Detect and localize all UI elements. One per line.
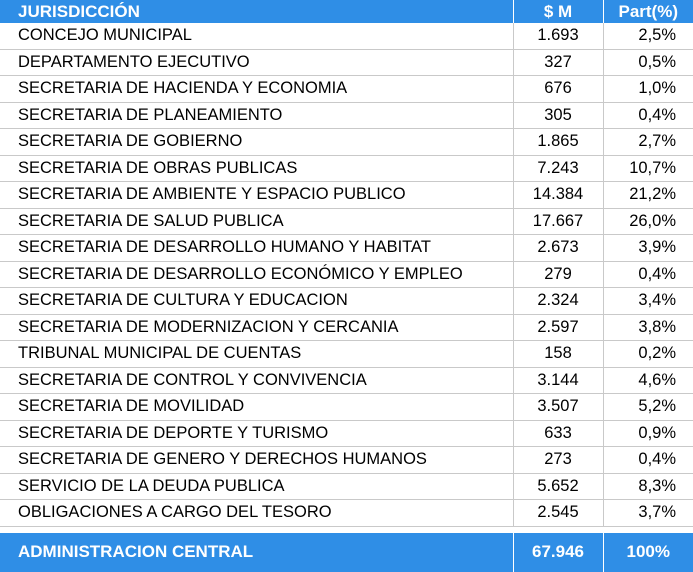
total-name: ADMINISTRACION CENTRAL — [0, 533, 513, 572]
row-share: 0,2% — [603, 341, 693, 368]
row-name: SECRETARIA DE MODERNIZACION Y CERCANIA — [0, 314, 513, 341]
table-row — [0, 314, 693, 341]
table-row — [0, 341, 693, 368]
row-name: SECRETARIA DE GOBIERNO — [0, 129, 513, 156]
row-amount: 1.865 — [513, 129, 603, 156]
row-amount: 1.693 — [513, 23, 603, 49]
row-name: SECRETARIA DE OBRAS PUBLICAS — [0, 155, 513, 182]
row-share: 1,0% — [603, 76, 693, 103]
table-row — [0, 23, 693, 49]
row-amount: 14.384 — [513, 182, 603, 209]
table-row — [0, 367, 693, 394]
row-share: 4,6% — [603, 367, 693, 394]
row-share: 0,5% — [603, 49, 693, 76]
row-name: CONCEJO MUNICIPAL — [0, 23, 513, 49]
total-share: 100% — [603, 533, 693, 572]
row-amount: 5.652 — [513, 473, 603, 500]
row-amount: 279 — [513, 261, 603, 288]
table-row — [0, 500, 693, 527]
row-amount: 2.545 — [513, 500, 603, 527]
table-header — [0, 0, 693, 23]
row-name: SERVICIO DE LA DEUDA PUBLICA — [0, 473, 513, 500]
row-name: SECRETARIA DE DEPORTE Y TURISMO — [0, 420, 513, 447]
row-name: SECRETARIA DE PLANEAMIENTO — [0, 102, 513, 129]
row-amount: 633 — [513, 420, 603, 447]
table-row — [0, 235, 693, 262]
row-amount: 327 — [513, 49, 603, 76]
row-amount: 273 — [513, 447, 603, 474]
row-amount: 305 — [513, 102, 603, 129]
row-amount: 2.673 — [513, 235, 603, 262]
table-footer — [0, 533, 693, 572]
row-name: SECRETARIA DE AMBIENTE Y ESPACIO PUBLICO — [0, 182, 513, 209]
table-row — [0, 420, 693, 447]
table-body — [0, 23, 693, 526]
row-amount: 3.144 — [513, 367, 603, 394]
row-name: SECRETARIA DE DESARROLLO ECONÓMICO Y EMPLEO — [0, 261, 513, 288]
total-amount: 67.946 — [513, 533, 603, 572]
row-amount: 7.243 — [513, 155, 603, 182]
table-row — [0, 76, 693, 103]
header-row — [0, 0, 693, 23]
row-share: 0,4% — [603, 102, 693, 129]
table-row — [0, 261, 693, 288]
row-name: SECRETARIA DE DESARROLLO HUMANO Y HABITAT — [0, 235, 513, 262]
row-share: 3,8% — [603, 314, 693, 341]
table-row — [0, 447, 693, 474]
row-amount: 2.324 — [513, 288, 603, 315]
table-row — [0, 129, 693, 156]
row-name: DEPARTAMENTO EJECUTIVO — [0, 49, 513, 76]
header-share: Part(%) — [603, 0, 693, 23]
row-amount: 3.507 — [513, 394, 603, 421]
row-name: TRIBUNAL MUNICIPAL DE CUENTAS — [0, 341, 513, 368]
row-name: SECRETARIA DE HACIENDA Y ECONOMIA — [0, 76, 513, 103]
row-share: 2,7% — [603, 129, 693, 156]
row-share: 0,4% — [603, 447, 693, 474]
row-share: 2,5% — [603, 23, 693, 49]
row-name: OBLIGACIONES A CARGO DEL TESORO — [0, 500, 513, 527]
row-share: 10,7% — [603, 155, 693, 182]
table-row — [0, 473, 693, 500]
table-row — [0, 208, 693, 235]
row-share: 0,4% — [603, 261, 693, 288]
row-name: SECRETARIA DE CULTURA Y EDUCACION — [0, 288, 513, 315]
row-share: 3,7% — [603, 500, 693, 527]
table-row — [0, 394, 693, 421]
header-amount: $ M — [513, 0, 603, 23]
table-row — [0, 102, 693, 129]
total-row — [0, 533, 693, 572]
row-share: 3,9% — [603, 235, 693, 262]
row-amount: 158 — [513, 341, 603, 368]
table-row — [0, 155, 693, 182]
row-amount: 676 — [513, 76, 603, 103]
header-jurisdiccion: JURISDICCIÓN — [0, 0, 513, 23]
table-row — [0, 288, 693, 315]
row-share: 21,2% — [603, 182, 693, 209]
row-share: 8,3% — [603, 473, 693, 500]
table-row — [0, 49, 693, 76]
row-share: 3,4% — [603, 288, 693, 315]
row-name: SECRETARIA DE CONTROL Y CONVIVENCIA — [0, 367, 513, 394]
row-name: SECRETARIA DE GENERO Y DERECHOS HUMANOS — [0, 447, 513, 474]
row-amount: 17.667 — [513, 208, 603, 235]
row-share: 0,9% — [603, 420, 693, 447]
row-share: 26,0% — [603, 208, 693, 235]
row-amount: 2.597 — [513, 314, 603, 341]
row-name: SECRETARIA DE SALUD PUBLICA — [0, 208, 513, 235]
row-share: 5,2% — [603, 394, 693, 421]
table-row — [0, 182, 693, 209]
row-name: SECRETARIA DE MOVILIDAD — [0, 394, 513, 421]
